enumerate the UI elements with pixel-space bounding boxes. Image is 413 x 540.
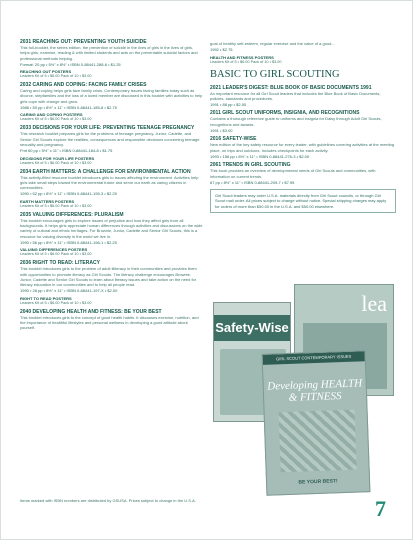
sub-meta: Leaders Kit of 5 • $6.00 Pack of 10 • $3.00 [20,160,92,165]
sub-meta: Leaders Kit of 5 • $6.00 Pack of 10 • $3.00 [20,74,92,79]
entry-title: 2031 REACHING OUT: PREVENTING YOUTH SUICIDE [20,39,147,45]
sub-entry [20,156,203,166]
entry-description: This activity-filled resource booklet introduces girls to issues affecting the environment. Activities help girls take small steps toward the environmental future and serve our earth as caring citizens in communities. [20,174,199,191]
catalog-entry [20,212,203,257]
entry-description: This booklet encourages girls to explore issues of prejudice and how they affect girls from all backgrounds. It helps girls appreciate human differences through activities and discussions on the wide variety of cultural and ethnic heritages. For Brownie, Junior, Cadette and Senior Girl Scouts, this is a resource for valuing diversity in the world we live in. [20,217,203,239]
sub-entry [20,296,203,306]
sub-title: EARTH MATTERS POSTERS [20,198,75,204]
entry-pricing: 67 pp • 8½" x 11" • ISBN 0-88441-209-7 • $7.95 [210,179,295,185]
sub-title: RIGHT TO READ POSTERS [20,295,72,301]
entry-description: This booklet introduces girls to the concept of good health habits. It discusses exercise, nutrition, and the importance of healthful lifestyles and personal wellness in developing a good attitude about yourself. [20,314,199,331]
entry-pricing: Fmt 60 pp • 5½" x 11" • ISBN 0-88441-184-8 • $1.75 [20,148,113,154]
right-column [210,41,396,281]
health-fitness-cover [262,350,371,496]
entry-title: 2040 DEVELOPING HEALTH AND FITNESS: BE YOUR BEST [20,308,162,315]
sub-entry [20,247,203,257]
catalog-entry [20,169,203,209]
catalog-entry [210,85,396,108]
entry-title: 2061 TRENDS IN GIRL SCOUTING [210,162,291,169]
entry-pricing: 1993 • 156 pp • 8½" x 11" • ISBN 0-88441-276-3 • $2.00 [210,153,310,159]
catalog-entry [20,309,203,331]
page-footer: Items marked with ISBN numbers are distributed by GSUSA. Prices subject to change in the U.S.A. [20,498,196,503]
entry-description: Contains a thorough reference guide to uniforms and insignia for Daisy through Adult Girl Scouts, recognitions and awards. [210,116,382,127]
entry-pricing: 1991 • $3.00 [210,128,233,134]
health-cover-series: GIRL SCOUT CONTEMPORARY ISSUES [263,351,365,365]
sub-title: DECISIONS FOR YOUR LIFE POSTERS [20,155,95,161]
leader-cover-title: lea [361,291,387,316]
sub-title: VALUING DIFFERENCES POSTERS [20,247,88,253]
sub-entry [20,112,203,122]
sub-title: REACHING OUT POSTERS [20,69,72,75]
sub-title: CARING AND COPING POSTERS [20,112,83,118]
sub-title: HEALTH AND FITNESS POSTERS [210,54,274,60]
left-column [20,39,203,499]
catalog-entry [20,125,203,165]
health-cover-art [279,410,357,473]
sub-entry [20,69,203,79]
entry-pricing: Format: 20 pp • 5½" x 8½" • ISBN 0-88441-288-6 • $1.25 [20,61,121,67]
sub-meta: Leaders Kit of 5 • $6.00 Pack of 10 • $3.00 [20,117,92,122]
entry-description: Caring and coping helps girls face family crisis. Contemporary issues facing families today such as divorce, stepfamilies and the loss of a loved member are discussed in this booklet with activities to help girls cope with change and grow. [20,88,203,104]
entry-title: 2032 CARING AND COPING: FACING FAMILY CRISES [20,82,147,89]
catalog-entry [20,82,203,122]
entry-description: This booklet introduces girls to the problem of adult illiteracy in their communities and provides them with opportunities to promote literacy as Girl Scouts. The literacy challenge encourages Brownie, Junior, Cadette and Senior Girl Scouts to learn about literacy issues and take action on the need for literacy education in our communities and to help all people read. [20,266,197,288]
entry-title: 2011 GIRL SCOUT UNIFORMS, INSIGNIA, AND RECOGNITIONS [210,110,360,117]
entry-description: This full-booklet, the series edition, the prevention of suicide in the lives of girls in the lives of girls, helps girls, examine, reading & with limited students and acts on the preventable suicidal factors and professional methods helping. [20,45,198,61]
entry-title: 2036 RIGHT TO READ: LITERACY [20,260,100,267]
entry-pricing: 1990 • 28 pp • 8½" x 11" • ISBN 0-88441-197-X • $2.00 [20,288,118,294]
section-title: BASIC TO GIRL SCOUTING [210,68,340,80]
entry-pricing: 1988 • 50 pp • 8½" x 11" • ISBN 0-88441-185-6 • $2.75 [20,105,117,111]
entry-description: This book provides an overview of developmental needs of Girl Scouts and communities, with information on current trends. [210,168,376,179]
safety-wise-title: Safety-Wise [214,315,290,341]
sub-meta: Leaders Kit of 5 • $6.00 Pack of 10 • $3.00 [210,59,282,64]
continued-sub [210,55,396,65]
catalog-entry [210,136,396,159]
entry-pricing: 1990 • 56 pp • 8½" x 11" • ISBN 0-88441-196-1 • $2.25 [20,239,117,245]
book-covers [208,284,396,494]
health-cover-title: Developing HEALTH & FITNESS [267,377,363,404]
continued-meta: 1992 • $2.75 [210,47,233,53]
continued-body: goal of healthy self-esteem, regular exercise and the value of a good... [210,41,335,46]
entry-title: 2033 DECISIONS FOR YOUR LIFE: PREVENTING TEENAGE PREGNANCY [20,125,195,132]
entry-description: An important resource for all Girl Scout leaders that includes the Blue Book of Basic Documents, policies, standards and procedures. [210,90,381,101]
continued-entry [210,41,396,65]
ordering-note-box: Girl Scout leaders may order U.S.A. materials directly from Girl Scout councils, or through Girl Scout mail order. All prices subject to change without notice. Special shipping charges may apply for orders of more than $50.00 in the U.S.A. and $50.00 elsewhere. [210,189,396,213]
sub-meta: Leaders Kit of 5 • $6.00 Pack of 10 • $3.00 [20,300,92,305]
sub-meta: Leaders Kit of 5 • $6.00 Pack of 10 • $3.00 [20,203,92,208]
right-entries [210,85,396,186]
health-cover-tagline: BE YOUR BEST! [298,478,338,486]
entry-description: New edition of the key safety resource for every leader, with guidelines covering activities at the meeting place, on trips and outdoors. Includes checkpoints for each activity. [210,142,395,153]
entry-pricing: 1990 • 52 pp • 8½" x 11" • ISBN 0-88441-195-3 • $2.25 [20,191,117,197]
entry-title: 2035 VALUING DIFFERENCES: PLURALISM [20,211,124,218]
catalog-entry [210,162,396,185]
catalog-entry [20,260,203,305]
entry-title: 2034 EARTH MATTERS: A CHALLENGE FOR ENVIRONMENTAL ACTION [20,168,191,175]
page-number: 7 [375,496,386,521]
sub-entry [20,199,203,209]
sub-meta: Leaders Kit of 5 • $6.00 Pack of 10 • $3.00 [20,252,92,257]
catalog-entry [210,110,396,133]
entry-description: This research booklet prepares girls for the problems of teenage pregnancy. Junior, Cadette, and Senior Girl Scouts explore the realities, consequences and responsible decisions concerning teenage sexuality and pregnancy. [20,131,200,147]
entry-title: 2016 SAFETY-WISE [210,136,257,143]
entry-pricing: 1991 • 88 pp • $2.50 [210,102,247,108]
entry-title: 2021 LEADER'S DIGEST: BLUE BOOK OF BASIC DOCUMENTS 1991 [210,84,372,91]
catalog-entry [20,39,203,79]
